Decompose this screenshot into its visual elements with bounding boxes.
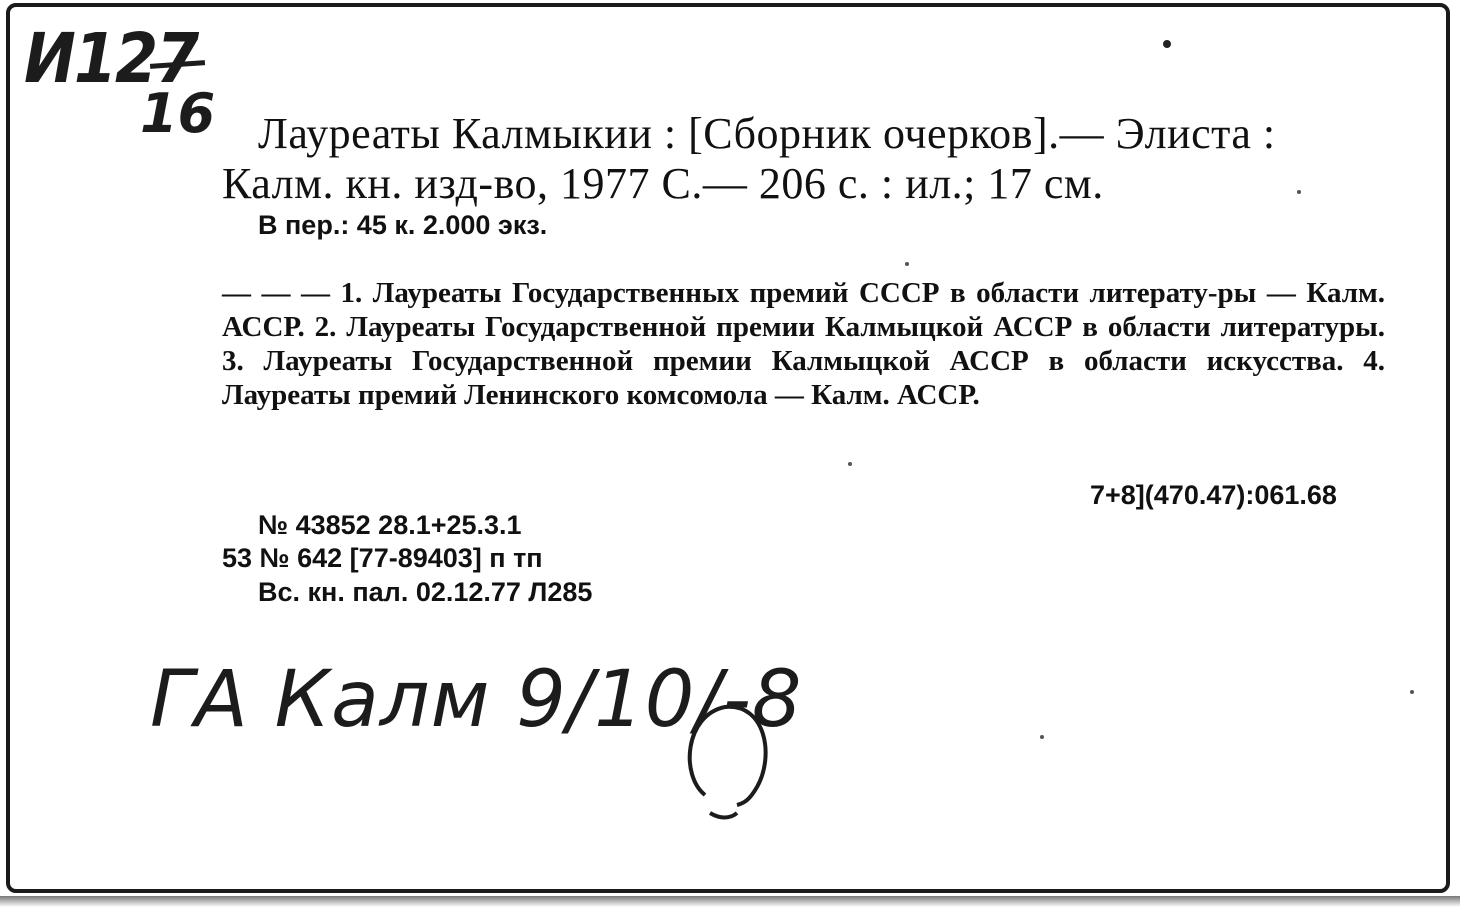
title-line-1: Лауреаты Калмыкии : [Сборник очерков].— Элиста : <box>258 109 1276 158</box>
card-shadow <box>0 896 1460 907</box>
ink-dot <box>1163 40 1171 48</box>
subject-headings: — — — 1. Лауреаты Государственных премий СССР в области литерату-ры — Калм. АССР. 2. Лауреаты Государственной премии Калмыцкой АССР в области литературы. 3. Лауреаты Государственной премии Калмыцкой АССР в области искусства. 4. Лауреаты премий Ленинского комсомола — Калм. АССР. <box>222 277 1385 411</box>
speck <box>1410 690 1414 694</box>
registration-line-3: Вс. кн. пал. 02.12.77 Л285 <box>258 577 593 607</box>
price-line: В пер.: 45 к. 2.000 экз. <box>258 210 548 240</box>
registration-line-1: № 43852 28.1+25.3.1 <box>258 510 522 540</box>
handwritten-note: ГА Калм 9/10/-8 <box>150 655 803 745</box>
speck <box>848 462 852 466</box>
shelf-mark-sub: 16 <box>140 82 216 145</box>
hole-punch-mark <box>675 695 785 830</box>
title-line-2: Калм. кн. изд-во, 1977 С.— 206 с. : ил.; 17 см. <box>222 159 1104 208</box>
registration-line-2: 53 № 642 [77-89403] п тп <box>222 543 543 573</box>
speck <box>1040 735 1044 739</box>
speck <box>905 262 909 266</box>
shelf-mark: И127 <box>24 18 198 99</box>
speck <box>1297 190 1301 194</box>
udc-code: 7+8](470.47):061.68 <box>1090 480 1337 510</box>
